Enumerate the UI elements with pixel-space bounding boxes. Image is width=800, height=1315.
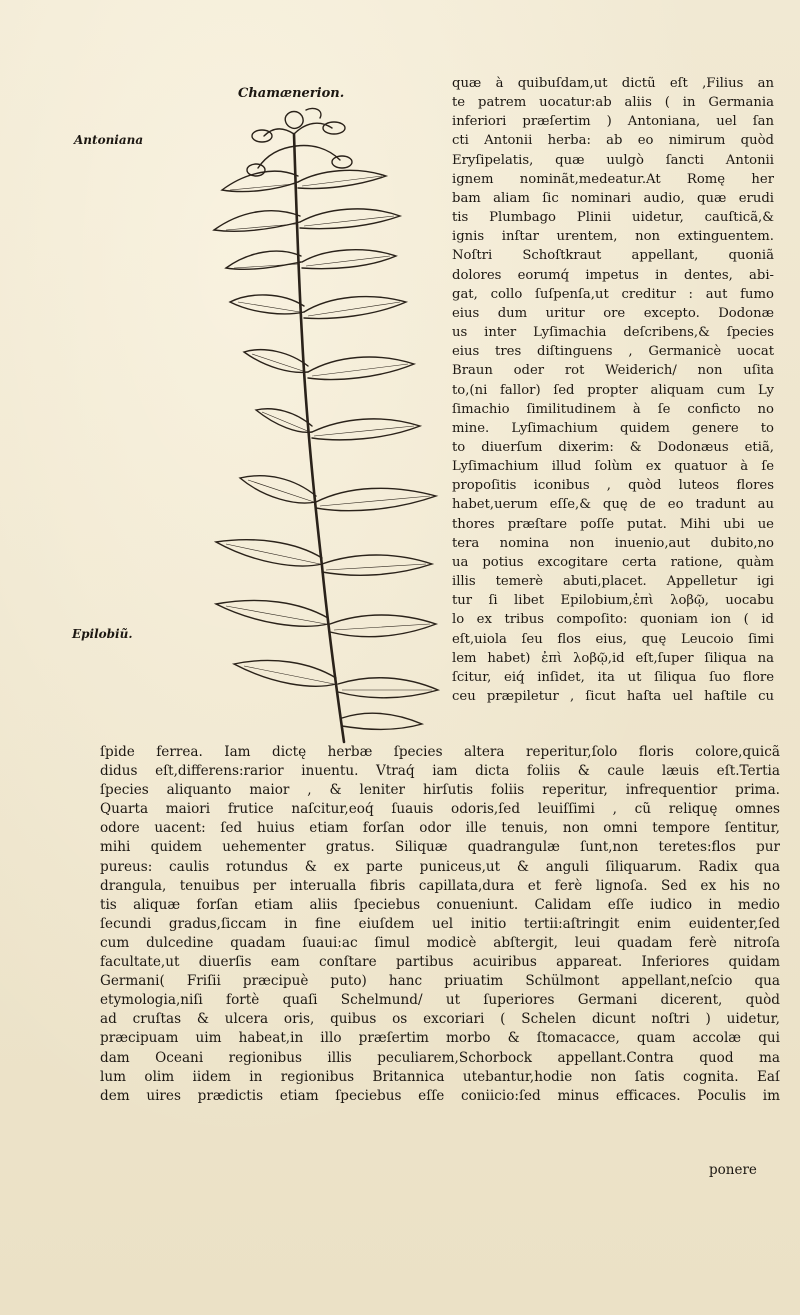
text-line: lo ex tribus compoſito: quoniam ion ( id: [452, 612, 774, 628]
text-line: ſimachio ſimilitudinem à ſe conficto no: [452, 401, 774, 417]
text-line: pureus: caulis rotundus & ex parte puniceus,ut & anguli ſiliquarum. Radix qua: [100, 858, 780, 875]
plant-title: Chamænerion.: [238, 86, 345, 101]
text-line: Braun oder rot Weiderich/ non uſita: [452, 363, 774, 379]
right-text-column: [452, 74, 774, 706]
text-line: mihi quidem uehementer gratus. Siliquæ quadrangulæ ſunt,non teretes:flos pur: [100, 839, 780, 856]
text-line: propoſitis iconibus , quòd luteos flores: [452, 478, 774, 494]
text-line: tis Plumbago Plinii uidetur, cauſticã,&: [452, 210, 774, 226]
text-line: Noſtri Schoſtkraut appellant, quoniã: [452, 248, 774, 264]
catchword: ponere: [709, 1162, 757, 1178]
text-line: thores præſtare poſſe putat. Mihi ubi ue: [452, 516, 774, 532]
text-line: Lyſimachium illud ſolùm ex quatuor à ſe: [452, 459, 774, 475]
text-line: inferiori præſertim ) Antoniana, uel ſan: [452, 114, 774, 130]
text-line: eius dum uritur ore excepto. Dodonæ: [452, 305, 774, 321]
text-line: Germani( Friſii præcipuè puto) hanc priuatim Schülmont appellant,neſcio qua: [100, 973, 780, 990]
text-line: ſecundi gradus,ſiccam in fine eiuſdem uel initio tertii:aſtringit enim euidenter,ſed: [100, 915, 780, 932]
text-line: odore uacent: ſed huius etiam forſan odor ille tenuis, non omni tempore ſentitur,: [100, 820, 780, 837]
text-line: dam Oceani regionibus illis peculiarem,Schorbock appellant.Contra quod ma: [100, 1049, 780, 1066]
text-line: eſt,uiola ſeu flos eius, quę Leucoio ſimi: [452, 631, 774, 647]
full-width-text: [100, 743, 780, 1106]
text-line: lem habet) ἐπὶ λοβῷ,id eſt,ſuper ſiliqua na: [452, 650, 774, 666]
text-line: etymologia,niſi fortè quaſi Schelmund/ ut ſuperiores Germani dicerent, quòd: [100, 992, 780, 1009]
text-line: tera nomina non inuenio,aut dubito,no: [452, 535, 774, 551]
text-line: illis temerè abuti,placet. Appelletur igi: [452, 574, 774, 590]
text-line: to diuerſum dixerim: & Dodonæus etiã,: [452, 439, 774, 455]
text-line: bam aliam ſic nominari audio, quæ erudi: [452, 190, 774, 206]
text-line: præcipuam uim habeat,in illo præſertim morbo & ſtomacacce, quam accolæ qui: [100, 1030, 780, 1047]
text-line: didus eſt,differens:rarior inuentu. Vtraq́ iam dicta foliis & caule læuis eſt.Tertia: [100, 763, 780, 780]
text-line: ad cruſtas & ulcera oris, quibus os excoriari ( Schelen dicunt noſtri ) uidetur,: [100, 1011, 780, 1028]
margin-note-epilobium: Epilobiũ.: [72, 627, 133, 641]
text-line: habet,uerum eſſe,& quę de eo tradunt au: [452, 497, 774, 513]
margin-note-antoniana: Antoniana: [74, 133, 144, 147]
text-line: drangula, tenuibus per interualla fibris capillata,dura et ferè lignoſa. Sed ex his no: [100, 877, 780, 894]
text-line: mine. Lyſimachium quidem genere to: [452, 420, 774, 436]
text-line: quæ à quibuſdam,ut dictũ eſt ,Filius an: [452, 76, 774, 91]
text-line: dolores eorumq́ impetus in dentes, abi-: [452, 267, 774, 283]
text-line: ſcitur, eiq́ inſidet, ita ut ſiliqua ſuo flore: [452, 669, 774, 685]
text-line: Quarta maiori frutice naſcitur,eoq́ ſuauis odoris,ſed leuiſſimi , cũ reliquę omnes: [100, 801, 780, 818]
text-line: lum olim iidem in regionibus Britannica utebantur,hodie non ſatis cognita. Eaſ: [100, 1068, 780, 1085]
text-line: ſpecies aliquanto maior , & leniter hirſutis foliis reperitur, infrequentior prima.: [100, 782, 780, 799]
text-line: tur ſi libet Epilobium,ἐπὶ λοβῷ, uocabu: [452, 593, 774, 609]
text-line: ua potius excogitare certa ratione, quàm: [452, 554, 774, 570]
text-line: ignem nominãt,medeatur.At Romę her: [452, 171, 774, 187]
text-line: us inter Lyſimachia deſcribens,& ſpecies: [452, 325, 774, 341]
text-line: dem uires prædictis etiam ſpeciebus eſſe coniicio:ſed minus efficaces. Poculis im: [100, 1087, 780, 1104]
text-line: ignis inſtar urentem, non extinguentem.: [452, 229, 774, 245]
text-line: Eryſipelatis, quæ uulgò ſancti Antonii: [452, 152, 774, 168]
text-line: tis aliquæ forſan etiam aliis ſpeciebus conueniunt. Calidam eſſe iudico in medio: [100, 896, 780, 913]
text-line: to,(ni fallor) ſed propter aliquam cum Ly: [452, 382, 774, 398]
text-line: cum dulcedine quadam ſuaui:ac ſimul modicè abſtergit, leui quadam ferè nitroſa: [100, 934, 780, 951]
text-line: ceu præpiletur , ſicut haſta uel haſtile cu: [452, 689, 774, 704]
text-line: ſpide ferrea. Iam dictę herbæ ſpecies altera reperitur,ſolo floris colore,quicã: [100, 744, 780, 760]
text-line: gat, collo ſuſpenſa,ut creditur : aut fumo: [452, 286, 774, 302]
text-line: cti Antonii herba: ab eo nimirum quòd: [452, 133, 774, 149]
plant-woodcut-illustration: [186, 106, 448, 746]
text-line: eius tres diſtinguens , Germanicè uocat: [452, 344, 774, 360]
text-line: te patrem uocatur:ab aliis ( in Germania: [452, 95, 774, 111]
text-line: facultate,ut diuerſis eam conſtare partibus acuiribus appareat. Inferiores quidam: [100, 954, 780, 971]
